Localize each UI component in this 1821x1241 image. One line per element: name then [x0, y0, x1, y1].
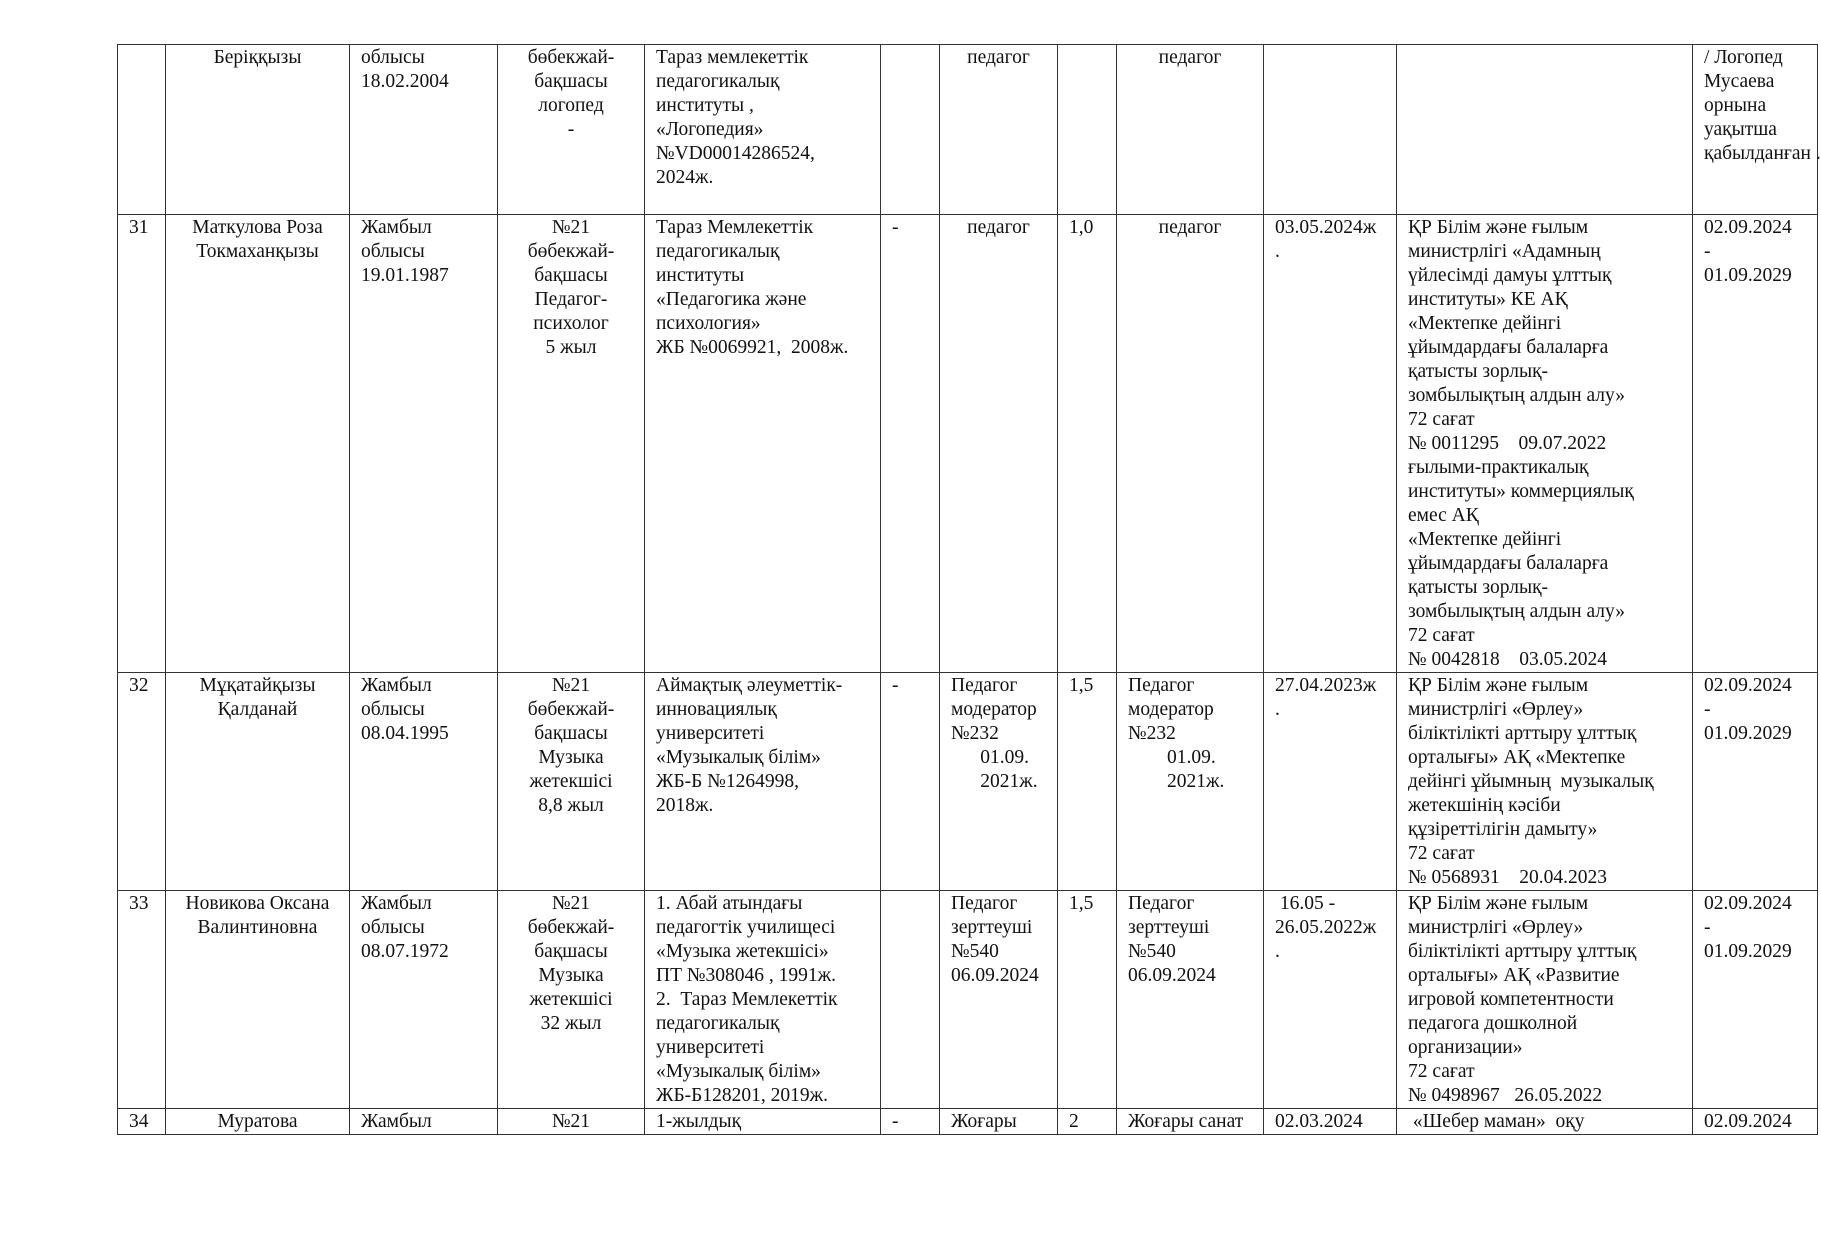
cell-text-line: 2	[1069, 1111, 1079, 1132]
cell-text-line: ұйымдардағы балаларға	[1408, 553, 1609, 574]
workplace-position-cell	[498, 45, 645, 215]
category-assigned-cell	[1117, 215, 1264, 673]
courses-cell	[1397, 45, 1693, 215]
cell-text-line: облысы	[361, 241, 425, 262]
cell-text-line: ұйымдардағы балаларға	[1408, 337, 1609, 358]
cell-text-line: педагогикалық	[656, 71, 780, 92]
cell-text-line: ҚР Білім және ғылым	[1408, 675, 1589, 696]
cell-text-line: министрлігі «Өрлеу»	[1408, 699, 1584, 720]
cell-text-line: жетекшісі	[529, 771, 613, 792]
workplace-position-cell	[498, 891, 645, 1109]
cell-text-line: Тараз Мемлекеттік	[656, 217, 814, 238]
cell-text-line: Муратова	[217, 1111, 298, 1132]
cell-text-line: 03.05.2024ж	[1275, 217, 1377, 238]
cell-text-line: «Музыкалық білім»	[656, 1061, 821, 1082]
cell-text-line: университеті	[656, 723, 765, 744]
cell-text-line: Музыка	[538, 747, 604, 768]
cell-text-line: логопед	[538, 95, 604, 116]
cell-text-line: Мусаева	[1704, 71, 1775, 92]
cell-text-line: Новикова Оксана	[185, 893, 330, 914]
rate-cell	[1058, 45, 1117, 215]
cell-text-line: Беріққызы	[213, 47, 302, 68]
cell-text-line: орнына	[1704, 95, 1767, 116]
cell-text-line: біліктілікті арттыру ұлттық	[1408, 723, 1637, 744]
cell-text-line: модератор	[1128, 699, 1214, 720]
cell-text-line: «Мектепке дейінгі	[1408, 529, 1562, 550]
cell-text-line: қатысты зорлық-	[1408, 361, 1549, 382]
birthplace-date-cell	[350, 215, 498, 673]
courses-cell	[1397, 1109, 1693, 1135]
cell-text-line: №21	[551, 893, 591, 914]
cell-text-line: «Шебер маман» оқу	[1408, 1111, 1585, 1132]
row-number-cell	[118, 1109, 166, 1135]
row-number-cell	[118, 891, 166, 1109]
table-row	[118, 215, 1818, 673]
cell-text-line: Педагог	[1128, 675, 1195, 696]
row-number-cell	[118, 45, 166, 215]
rate-cell	[1058, 891, 1117, 1109]
cell-text-line: педагога дошколной	[1408, 1013, 1578, 1034]
cell-text-line: Аймақтық әлеуметтік-	[656, 675, 843, 696]
cell-text-line: ЖБ №0069921, 2008ж.	[656, 337, 849, 358]
rate-cell	[1058, 215, 1117, 673]
education-cell	[645, 215, 881, 673]
cell-text-line: Педагог	[1128, 893, 1195, 914]
cell-text-line: министрлігі «Өрлеу»	[1408, 917, 1584, 938]
cell-text-line: бөбекжай-	[527, 917, 615, 938]
course-date-cell	[1264, 215, 1397, 673]
course-date-cell	[1264, 673, 1397, 891]
cell-text-line: -	[1704, 241, 1711, 262]
rate-cell	[1058, 673, 1117, 891]
cell-text-line: педагог	[967, 47, 1030, 68]
cell-text-line: ғылыми-практикалық	[1408, 457, 1589, 478]
cell-text-line: 72 сағат	[1408, 409, 1475, 430]
attestation-period-cell	[1693, 1109, 1818, 1135]
cell-text-line: зерттеуші	[951, 917, 1033, 938]
cell-text-line: 8,8 жыл	[538, 795, 604, 816]
courses-cell	[1397, 215, 1693, 673]
cell-text-line: «Музыка жетекшісі»	[656, 941, 829, 962]
cell-text-line: №21	[551, 1111, 591, 1132]
cell-text-line: Тараз мемлекеттік	[656, 47, 809, 68]
cell-text-line: .	[1275, 941, 1280, 962]
cell-text: 32	[129, 675, 149, 696]
cell-text-line: -	[892, 1111, 899, 1132]
table-row	[118, 1109, 1818, 1135]
cell-text-line: бөбекжай-	[527, 699, 615, 720]
cell-text-line: игровой компетентности	[1408, 989, 1614, 1010]
dash-cell	[881, 673, 940, 891]
cell-text: 31	[129, 217, 149, 238]
workplace-position-cell	[498, 215, 645, 673]
cell-text-line: облысы	[361, 917, 425, 938]
cell-text-line: педагогикалық	[656, 241, 780, 262]
cell-text-line: 01.09.2029	[1704, 723, 1792, 744]
dash-cell	[881, 1109, 940, 1135]
cell-text-line: бақшасы	[534, 941, 608, 962]
cell-text-line: 2024ж.	[656, 167, 714, 188]
cell-text-line: 19.01.1987	[361, 265, 449, 286]
cell-text-line: 72 сағат	[1408, 625, 1475, 646]
cell-text-line: зомбылықтың алдын алу»	[1408, 601, 1626, 622]
cell-text-line: № 0011295 09.07.2022	[1408, 433, 1607, 454]
cell-text-line: үйлесімді дамуы ұлттық	[1408, 265, 1612, 286]
course-date-cell	[1264, 891, 1397, 1109]
cell-text-line: педагогикалық	[656, 1013, 780, 1034]
dash-cell	[881, 215, 940, 673]
cell-text-line: Жамбыл	[361, 1111, 432, 1132]
cell-text-line: 1-жылдық	[656, 1111, 742, 1132]
cell-text-line: Педагог-	[534, 289, 608, 310]
cell-text-line: 01.09.2029	[1704, 265, 1792, 286]
table-row	[118, 45, 1818, 215]
cell-text-line: университеті	[656, 1037, 765, 1058]
cell-text-line: ҚР Білім және ғылым	[1408, 217, 1589, 238]
cell-text-line: орталығы» АҚ «Развитие	[1408, 965, 1620, 986]
cell-text-line: -	[892, 217, 899, 238]
attestation-period-cell	[1693, 673, 1818, 891]
cell-text-line: емес АҚ	[1408, 505, 1479, 526]
cell-text-line: институты» КЕ АҚ	[1408, 289, 1568, 310]
cell-text-line: Маткулова Роза	[192, 217, 323, 238]
cell-text-line: 01.09.	[951, 747, 1029, 768]
cell-text-line: № 0042818 03.05.2024	[1408, 649, 1607, 670]
cell-text-line: -	[892, 675, 899, 696]
cell-text-line: 06.09.2024	[1128, 965, 1216, 986]
cell-text-line: .	[1275, 241, 1280, 262]
workplace-position-cell	[498, 1109, 645, 1135]
cell-text-line: №540	[951, 941, 999, 962]
cell-text: 34	[129, 1111, 149, 1132]
cell-text-line: Жоғары	[951, 1111, 1017, 1132]
cell-text-line: 2. Тараз Мемлекеттік	[656, 989, 838, 1010]
cell-text-line: 02.09.2024	[1704, 1111, 1792, 1132]
category-assigned-cell	[1117, 1109, 1264, 1135]
category-cell	[940, 215, 1058, 673]
cell-text-line: 02.09.2024	[1704, 893, 1792, 914]
cell-text-line: № 0498967 26.05.2022	[1408, 1085, 1603, 1106]
courses-cell	[1397, 673, 1693, 891]
full-name-cell	[166, 673, 350, 891]
birthplace-date-cell	[350, 891, 498, 1109]
cell-text-line: 2021ж.	[951, 771, 1038, 792]
category-cell	[940, 1109, 1058, 1135]
cell-text-line: №21	[551, 675, 591, 696]
attestation-period-cell	[1693, 215, 1818, 673]
cell-text-line: 32 жыл	[540, 1013, 602, 1034]
cell-text-line: педагог	[1158, 217, 1222, 238]
cell-text-line: Жамбыл	[361, 217, 432, 238]
cell-text-line: Музыка	[538, 965, 604, 986]
staff-table	[117, 44, 1821, 1135]
category-assigned-cell	[1117, 45, 1264, 215]
birthplace-date-cell	[350, 45, 498, 215]
cell-text-line: .	[1275, 699, 1280, 720]
cell-text-line: №232	[1128, 723, 1176, 744]
cell-text-line: жетекшінің кәсіби	[1408, 795, 1561, 816]
cell-text-line: 08.04.1995	[361, 723, 449, 744]
cell-text-line: 02.09.2024	[1704, 217, 1792, 238]
cell-text-line: Жоғары санат	[1128, 1111, 1244, 1132]
cell-text-line: құзіреттілігін дамыту»	[1408, 819, 1598, 840]
rate-cell	[1058, 1109, 1117, 1135]
cell-text-line: 26.05.2022ж	[1275, 917, 1377, 938]
cell-text-line: 27.04.2023ж	[1275, 675, 1377, 696]
cell-text-line: 72 сағат	[1408, 1061, 1475, 1082]
cell-text-line: 5 жыл	[545, 337, 597, 358]
cell-text-line: орталығы» АҚ «Мектепке	[1408, 747, 1626, 768]
cell-text-line: педагог	[1158, 47, 1222, 68]
cell-text-line: жетекшісі	[529, 989, 613, 1010]
full-name-cell	[166, 891, 350, 1109]
education-cell	[645, 891, 881, 1109]
cell-text-line: № 0568931 20.04.2023	[1408, 867, 1607, 888]
cell-text-line: педагог	[967, 217, 1030, 238]
cell-text-line: бақшасы	[534, 265, 608, 286]
course-date-cell	[1264, 1109, 1397, 1135]
cell-text-line: ҚР Білім және ғылым	[1408, 893, 1589, 914]
cell-text-line: 16.05 -	[1275, 893, 1336, 914]
cell-text-line: 01.09.	[1128, 747, 1216, 768]
attestation-period-cell	[1693, 45, 1821, 215]
cell-text-line: «Логопедия»	[656, 119, 764, 140]
cell-text-line: Токмаханқызы	[196, 241, 319, 262]
cell-text-line: бақшасы	[534, 71, 608, 92]
cell-text-line: институты	[656, 265, 745, 286]
cell-text-line: Педагог	[951, 675, 1018, 696]
cell-text-line: 01.09.2029	[1704, 941, 1792, 962]
cell-text-line: Жамбыл	[361, 893, 432, 914]
cell-text-line: қабылданған .	[1704, 143, 1821, 164]
category-assigned-cell	[1117, 673, 1264, 891]
cell-text-line: уақытша	[1704, 119, 1777, 140]
cell-text-line: модератор	[951, 699, 1037, 720]
cell-text-line: облысы	[361, 699, 425, 720]
cell-text-line: Қалданай	[217, 699, 298, 720]
cell-text-line: 1. Абай атындағы	[656, 893, 803, 914]
cell-text-line: институты» коммерциялық	[1408, 481, 1634, 502]
cell-text-line: «Музыкалық білім»	[656, 747, 821, 768]
cell-text-line: зомбылықтың алдын алу»	[1408, 385, 1626, 406]
dash-cell	[881, 45, 940, 215]
cell-text-line: «Педагогика және	[656, 289, 807, 310]
cell-text-line: облысы	[361, 47, 425, 68]
education-cell	[645, 45, 881, 215]
cell-text: 33	[129, 893, 149, 914]
cell-text-line: 02.03.2024	[1275, 1111, 1363, 1132]
cell-text-line: / Логопед	[1704, 47, 1783, 68]
cell-text-line: психология»	[656, 313, 761, 334]
course-date-cell	[1264, 45, 1397, 215]
full-name-cell	[166, 215, 350, 673]
cell-text-line: министрлігі «Адамның	[1408, 241, 1601, 262]
cell-text-line: Педагог	[951, 893, 1018, 914]
cell-text-line: №232	[951, 723, 999, 744]
cell-text-line: -	[567, 119, 575, 140]
cell-text-line: бақшасы	[534, 723, 608, 744]
cell-text-line: №21	[551, 217, 591, 238]
cell-text-line: 2018ж.	[656, 795, 714, 816]
birthplace-date-cell	[350, 673, 498, 891]
full-name-cell	[166, 1109, 350, 1135]
cell-text-line: қатысты зорлық-	[1408, 577, 1549, 598]
education-cell	[645, 1109, 881, 1135]
courses-cell	[1397, 891, 1693, 1109]
cell-text-line: бөбекжай-	[527, 47, 615, 68]
cell-text-line: дейінгі ұйымның музыкалық	[1408, 771, 1654, 792]
category-cell	[940, 673, 1058, 891]
cell-text-line: -	[1704, 699, 1711, 720]
row-number-cell	[118, 673, 166, 891]
cell-text-line: 08.07.1972	[361, 941, 449, 962]
table-row	[118, 673, 1818, 891]
cell-text-line: 1,5	[1069, 675, 1094, 696]
table-row	[118, 891, 1818, 1109]
full-name-cell	[166, 45, 350, 215]
category-cell	[940, 891, 1058, 1109]
cell-text-line: 06.09.2024	[951, 965, 1039, 986]
cell-text-line: №540	[1128, 941, 1176, 962]
category-assigned-cell	[1117, 891, 1264, 1109]
cell-text-line: ЖБ-Б128201, 2019ж.	[656, 1085, 828, 1106]
cell-text-line: №VD00014286524,	[656, 143, 815, 164]
cell-text-line: «Мектепке дейінгі	[1408, 313, 1562, 334]
cell-text-line: Валинтиновна	[197, 917, 318, 938]
category-cell	[940, 45, 1058, 215]
cell-text-line: біліктілікті арттыру ұлттық	[1408, 941, 1637, 962]
cell-text-line: 1,5	[1069, 893, 1094, 914]
cell-text-line: зерттеуші	[1128, 917, 1210, 938]
birthplace-date-cell	[350, 1109, 498, 1135]
cell-text-line: педагогтік училищесі	[656, 917, 836, 938]
cell-text-line: 2021ж.	[1128, 771, 1225, 792]
cell-text-line: -	[1704, 917, 1711, 938]
cell-text-line: ЖБ-Б №1264998,	[656, 771, 799, 792]
cell-text-line: 18.02.2004	[361, 71, 449, 92]
cell-text-line: психолог	[533, 313, 609, 334]
cell-text-line: 02.09.2024	[1704, 675, 1792, 696]
cell-text-line: организации»	[1408, 1037, 1523, 1058]
row-number-cell	[118, 215, 166, 673]
cell-text-line: инновациялық	[656, 699, 777, 720]
cell-text-line: 72 сағат	[1408, 843, 1475, 864]
dash-cell	[881, 891, 940, 1109]
workplace-position-cell	[498, 673, 645, 891]
cell-text-line: Жамбыл	[361, 675, 432, 696]
education-cell	[645, 673, 881, 891]
cell-text-line: ПТ №308046 , 1991ж.	[656, 965, 836, 986]
cell-text-line: 1,0	[1069, 217, 1094, 238]
cell-text-line: институты ,	[656, 95, 754, 116]
attestation-period-cell	[1693, 891, 1818, 1109]
cell-text-line: Мұқатайқызы	[199, 675, 316, 696]
cell-text-line: бөбекжай-	[527, 241, 615, 262]
